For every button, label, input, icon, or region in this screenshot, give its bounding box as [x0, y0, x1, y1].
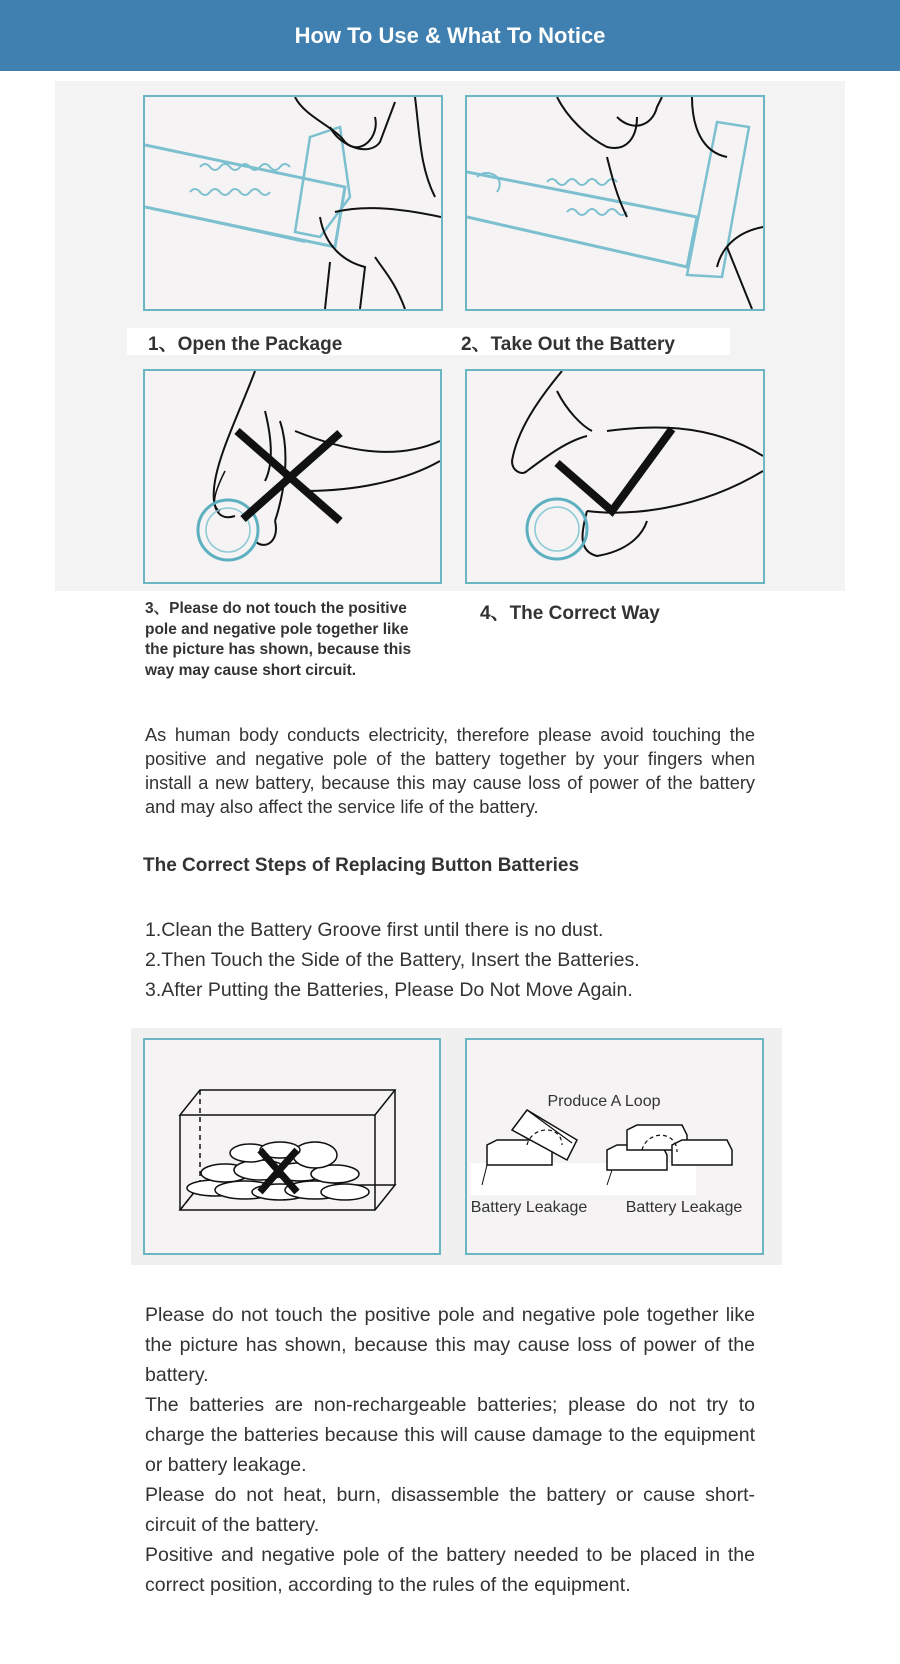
correct-steps-heading: The Correct Steps of Replacing Button Batteries	[143, 855, 580, 876]
battery-leakage-label-right: Battery Leakage	[625, 1199, 743, 1216]
take-out-battery-illustration	[465, 95, 765, 311]
correct-step-item: 2.Then Touch the Side of the Battery, Insert the Batteries.	[145, 949, 640, 971]
step-correct-way: 4、The Correct Way	[480, 603, 660, 624]
notice-item: Positive and negative pole of the battery needed to be placed in the correct position, according to the rules of the equipment.	[145, 1544, 755, 1596]
step-wrong-way-warning: 3、Please do not touch the positive pole and negative pole together like the picture has shown, because this way may cause short circuit.	[145, 600, 412, 679]
step-open-package: 1、Open the Package	[148, 334, 343, 355]
notice-item: Please do not heat, burn, disassemble the battery or cause short-circuit of the battery.	[145, 1484, 755, 1536]
intro-paragraph: As human body conducts electricity, therefore please avoid touching the positive and negative pole of the battery together by your fingers when install a new battery, because this may cause loss of power of the battery and may also affect the service life of the battery.	[145, 725, 755, 817]
open-package-illustration	[143, 95, 443, 311]
battery-leakage-label-left: Battery Leakage	[470, 1199, 588, 1216]
batteries-in-box-illustration	[143, 1038, 441, 1255]
notice-item: The batteries are non-rechargeable batteries; please do not try to charge the batteries because this will cause damage to the equipment or battery leakage.	[145, 1394, 755, 1476]
page-title: How To Use & What To Notice	[294, 22, 606, 48]
step-take-out-battery: 2、Take Out the Battery	[461, 334, 675, 355]
page-header	[0, 0, 900, 71]
correct-steps-list	[145, 915, 640, 1005]
notice-paragraphs	[145, 1300, 755, 1600]
correct-way-illustration	[465, 369, 765, 584]
wrong-way-illustration	[143, 369, 442, 584]
correct-step-item: 3.After Putting the Batteries, Please Do Not Move Again.	[145, 979, 633, 1001]
produce-loop-illustration	[465, 1038, 764, 1255]
loop-label: Produce A Loop	[547, 1093, 661, 1110]
notice-item: Please do not touch the positive pole and negative pole together like the picture has shown, because this may cause loss of power of the battery.	[145, 1304, 755, 1386]
correct-step-item: 1.Clean the Battery Groove first until there is no dust.	[145, 919, 604, 941]
